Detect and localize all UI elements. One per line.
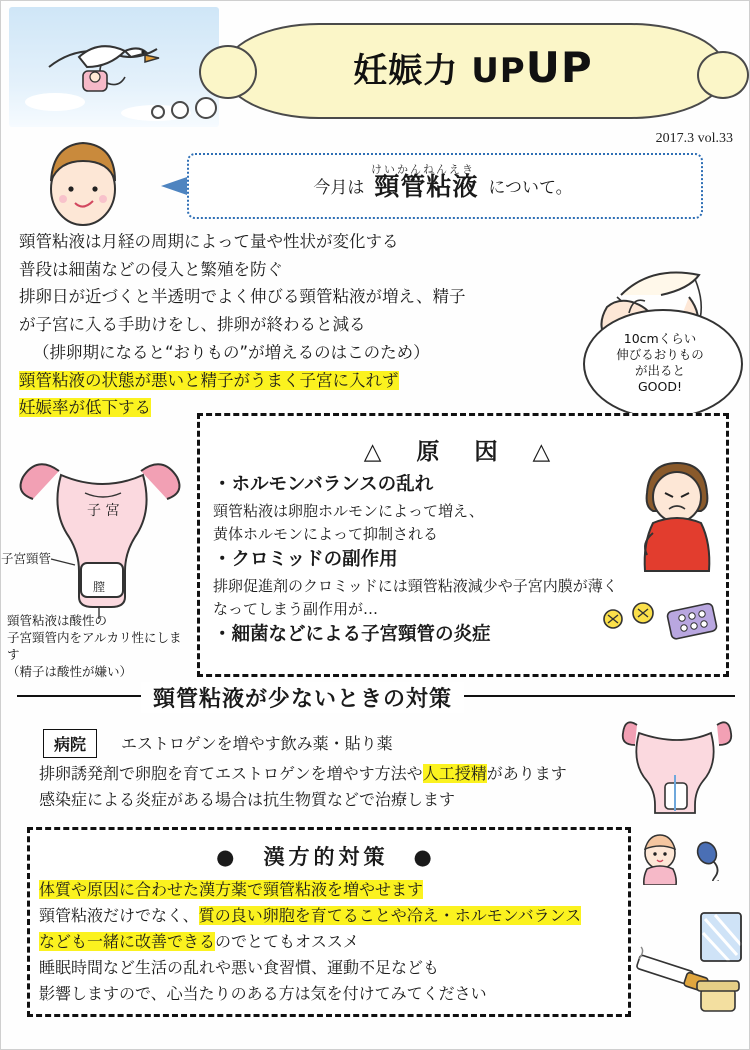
kampo-content [39,877,617,1007]
cause-item-detail: 排卵促進剤のクロミッドには頸管粘液減少や子宮内膜が薄く [213,576,618,595]
jar-icon [691,973,745,1017]
speech-pointer-icon [161,177,187,195]
page-title [233,43,713,92]
kampo-line-tail: のでとてもオススメ [215,931,359,951]
uterus-injection-icon [621,707,737,815]
hospital-line: 感染症による炎症がある場合は抗生物質などで治療します [39,789,456,809]
cause-item-detail: 頸管粘液は卵胞ホルモンによって増え、 [213,501,484,520]
sperm-icon [691,837,735,881]
label-cervix: 子宮頸管 [1,551,52,566]
hospital-line: 排卵誘発剤で卵胞を育てエストロゲンを増やす方法や [39,763,423,783]
hand-note-text [585,315,735,411]
cause-item-heading: ・細菌などによる子宮頸管の炎症 [213,624,491,646]
kampo-line: 影響しますので、心当たりのある方は気を付けてみてください [39,983,487,1003]
page-title-main: 妊娠力 UP [353,51,526,91]
hospital-line-tail: があります [486,763,567,783]
lead-line: 頸管粘液は月経の周期によって量や性状が変化する [19,232,399,251]
lead-highlight-line: 頸管粘液の状態が悪いと精子がうまく子宮に入れず [19,370,399,390]
lead-paragraph [19,229,579,423]
lead-highlight-line: 妊娠率が低下する [19,398,151,418]
pill-sheet-icon [665,601,721,641]
lead-line: 排卵日が近づくと半透明でよく伸びる頸管粘液が増え、精子 [19,287,466,307]
bacteria-sparkle-icon [597,597,667,641]
hand-note-line: 10cmくらい [623,330,697,346]
svg-text:膣: 膣 [93,580,106,594]
topic-text [197,161,689,209]
cause-content [213,471,643,650]
cause-item-heading: ・クロミッドの副作用 [213,549,398,571]
kampo-line-highlight: なども一緒に改善できる [39,931,216,951]
lead-line: （排卵期になると“おりもの”が増えるのはこのため） [33,342,430,362]
cause-title: △ 原 因 △ [363,439,557,465]
topic-keyword: 頸管粘液 [374,172,479,201]
svg-text:子 宮: 子 宮 [87,503,120,519]
topic-suffix: について。 [488,177,573,198]
hand-note-line: が出ると [634,363,685,378]
speech-trail-dots [151,97,223,123]
hospital-tag: 病院 [43,729,97,758]
kampo-line: 睡眠時間など生活の乱れや悪い食習慣、運動不足なども [39,957,440,977]
kampo-title: ● 漢方的対策 ● [216,845,436,869]
topic-prefix: 今月は [313,177,365,198]
woman-face-icon [37,131,129,233]
page-title-emph: UP [525,43,593,92]
uterus-caption-line: 頸管粘液は酸性の [7,613,108,628]
bed-icon [697,907,745,967]
kampo-line: 頸管粘液だけでなく、 [39,905,199,925]
hospital-text [39,731,639,813]
uterus-caption-line: （精子は酸性が嫌い） [7,663,133,679]
topic-furigana: けいかんねんえき [371,163,475,176]
section-title: 頸管粘液が少ないときの対策 [141,682,464,713]
hospital-line: エストロゲンを増やす飲み薬・貼り薬 [121,734,393,753]
baby-icon [637,833,683,885]
cause-item-detail: 黄体ホルモンによって抑制される [213,524,439,543]
issue-number: 2017.3 vol.33 [655,131,733,146]
kampo-line-highlight: 質の良い卵胞を育てることや冷え・ホルモンバランス [198,905,582,925]
hand-note-line: 伸びるおりもの [616,346,704,362]
uterus-diagram-icon [7,431,197,631]
kampo-line-highlight: 体質や原因に合わせた漢方薬で頸管粘液を増やせます [39,880,424,899]
hand-note-line: GOOD! [637,379,682,395]
uterus-caption [7,613,193,681]
cause-item-heading: ・ホルモンバランスの乱れ [213,474,434,495]
uterus-caption-line: 子宮頸管内をアルカリ性にします [7,629,182,662]
worried-girl-icon [629,453,725,577]
lead-line: が子宮に入る手助けをし、排卵が終わると減る [19,315,366,335]
cause-item-detail: なってしまう副作用が… [213,600,379,619]
lead-line: 普段は細菌などの侵入と繁殖を防ぐ [19,259,283,279]
stork-with-baby-icon [39,37,169,97]
hospital-highlight: 人工授精 [422,763,487,783]
